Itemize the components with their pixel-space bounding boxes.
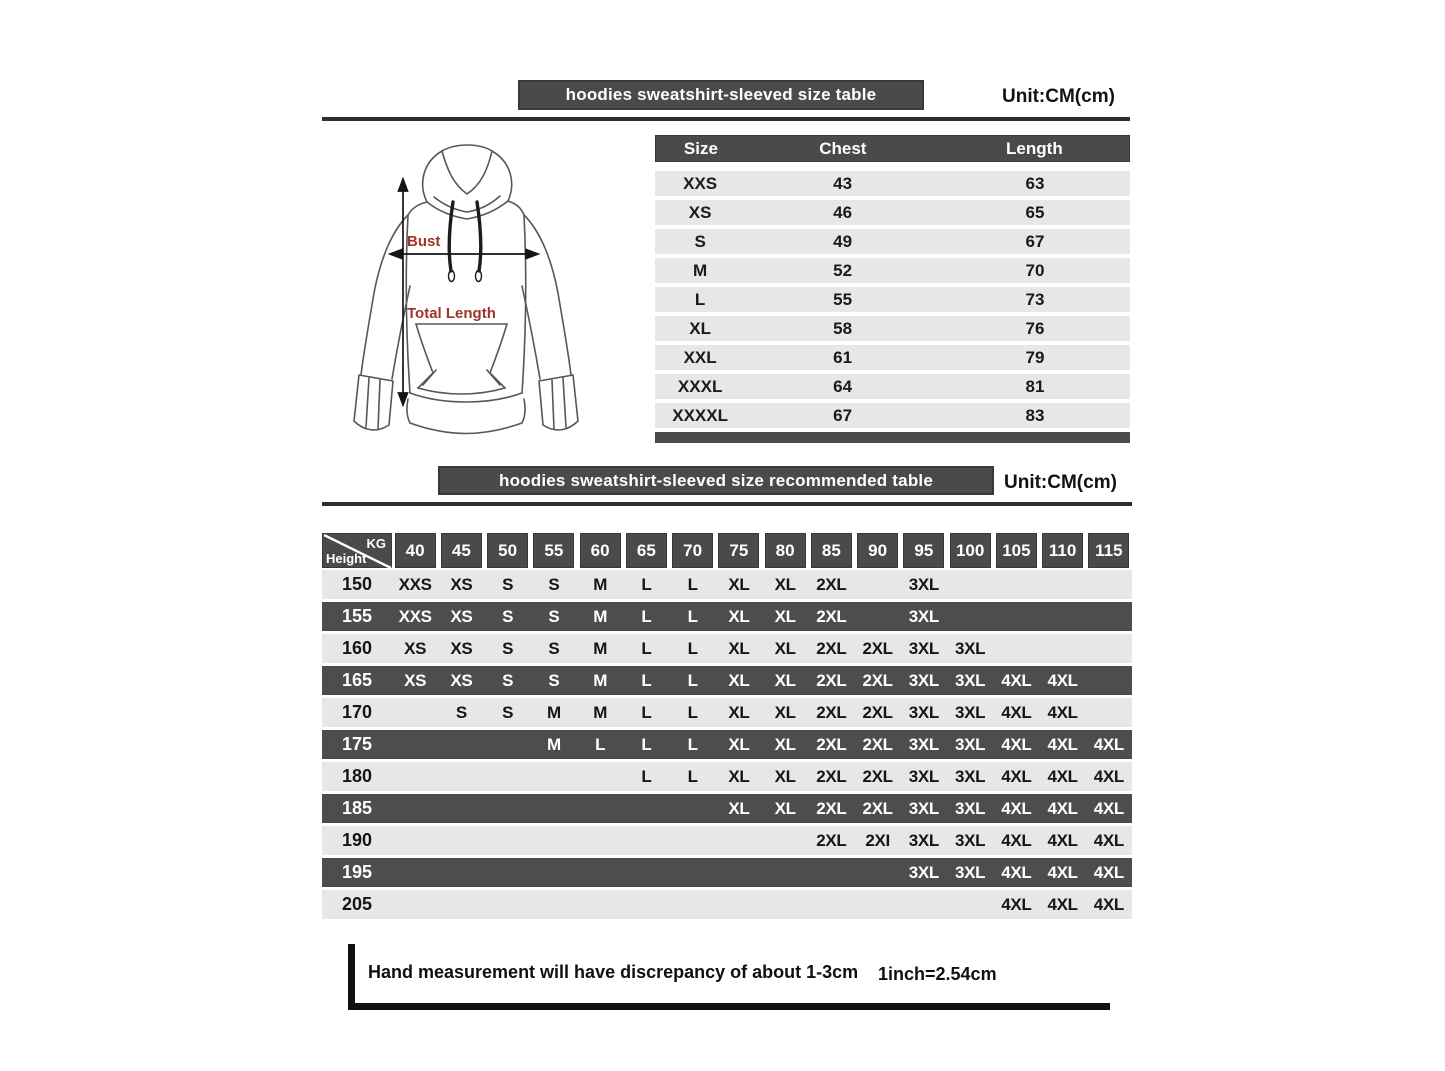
size-recommendation-cell: 3XL [908,766,940,786]
length-cell: 65 [1025,202,1045,222]
kg-column [855,533,901,568]
kg-column [577,533,623,568]
kg-column [531,533,577,568]
size-recommendation-cell: S [502,702,514,722]
length-cell: 67 [1025,231,1045,251]
matrix-row [322,762,1132,791]
size-table-row [655,258,1130,283]
size-table-column-header: Length [1006,138,1063,158]
size-cell: XXS [683,173,718,193]
size-recommendation-cell: 4XL [1047,670,1078,690]
size-table-row [655,403,1130,428]
size-recommendation-cell: S [548,606,560,626]
size-table [655,135,1130,443]
kg-column-header: 50 [487,533,528,568]
kg-column-header: 70 [672,533,713,568]
size-recommendation-cell: L [595,734,606,754]
size-recommendation-cell: S [548,574,560,594]
size-cell: XL [689,318,711,338]
size-cell: M [693,260,708,280]
size-recommendation-cell: 3XL [908,702,940,722]
size-recommendation-cell: 4XL [1001,862,1032,882]
kg-column-header: 40 [395,533,436,568]
size-recommendation-cell: XL [774,734,796,754]
size-table-column-header: Size [683,138,718,158]
size-recommendation-cell: 3XL [908,638,940,658]
size-recommendation-cell: L [687,734,698,754]
measurement-arrows [390,179,538,405]
size-recommendation-cell: 4XL [1093,894,1125,914]
size-recommendation-cell: 3XL [954,670,986,690]
size-recommendation-cell: XL [728,638,750,658]
kg-column [1086,533,1132,568]
size-recommendation-cell: 4XL [1001,702,1032,722]
size-recommendation-cell: 4XL [1047,862,1078,882]
divider-line [322,117,1130,121]
matrix-row [322,698,1132,727]
size-recommendation-cell: XS [450,606,473,626]
matrix-row [322,794,1132,823]
size-cell: S [694,231,706,251]
size-table-row [655,287,1130,312]
length-cell: 63 [1025,173,1045,193]
size-recommendation-cell: 2XL [816,830,847,850]
size-recommendation-cell: L [687,702,698,722]
size-recommendation-cell: 3XL [908,670,940,690]
kg-column [947,533,993,568]
size-recommendation-cell: XL [728,670,750,690]
size-recommendation-cell: 4XL [1093,830,1125,850]
size-recommendation-cell: 4XL [1047,894,1078,914]
height-label: 170 [341,702,373,722]
size-recommendation-cell: L [687,574,698,594]
bust-label: Bust [407,233,441,250]
matrix-row [322,890,1132,919]
size-recommendation-cell: 3XL [908,734,940,754]
kg-column-header: 80 [765,533,806,568]
size-recommendation-cell: S [502,638,514,658]
kg-column-header: 45 [441,533,482,568]
size-recommendation-cell: M [546,734,561,754]
size-recommendation-cell: 3XL [908,606,940,626]
length-cell: 79 [1025,347,1045,367]
size-recommendation-cell: 2XL [816,638,847,658]
size-recommendation-cell: 4XL [1047,766,1078,786]
hoodie-line-drawing [330,136,602,460]
size-recommendation-cell: 3XL [954,734,986,754]
size-recommendation-cell: L [641,670,652,690]
size-recommendation-cell: 2XL [862,766,893,786]
chest-cell: 64 [833,376,853,396]
height-label: 155 [341,606,373,626]
size-recommendation-cell: 3XL [954,766,986,786]
size-recommendation-cell: 2XL [862,702,893,722]
recommended-table-unit-label: Unit:CM(cm) [1004,472,1117,493]
size-recommendation-cell: XS [450,574,473,594]
kg-column-header: 65 [626,533,667,568]
size-recommendation-cell: 4XL [1001,766,1032,786]
size-table-row [655,345,1130,370]
kg-column [438,533,484,568]
size-recommendation-cell: 4XL [1047,830,1078,850]
kg-column-header: 95 [903,533,944,568]
size-recommendation-cell: XS [404,670,427,690]
kg-column [762,533,808,568]
size-table-title: hoodies sweatshirt-sleeved size table [518,80,924,110]
kg-column-header: 100 [950,533,991,568]
matrix-kg-columns [392,533,1132,568]
size-recommendation-cell: 2XL [816,766,847,786]
size-recommendation-cell: S [502,670,514,690]
footer-horizontal-bar [348,1003,1110,1010]
size-recommendation-cell: M [593,638,608,658]
length-cell: 73 [1025,289,1045,309]
size-recommendation-cell: L [641,766,652,786]
kg-column [670,533,716,568]
size-recommendation-cell: S [548,638,560,658]
height-label: 175 [341,734,373,754]
size-table-bottom-bar [655,432,1130,443]
size-table-row [655,200,1130,225]
hoodie-measurement-diagram [330,136,602,460]
size-cell: XXXL [677,376,723,396]
size-recommendation-cell: L [687,670,698,690]
size-recommendation-cell: 2XL [816,798,847,818]
chest-cell: 67 [833,405,853,425]
kg-column-header: 110 [1042,533,1083,568]
kg-column [993,533,1039,568]
size-table-body [655,171,1130,428]
size-recommendation-cell: XL [728,702,750,722]
size-recommendation-cell: 3XL [908,798,940,818]
size-recommendation-cell: 2XL [816,606,847,626]
matrix-row [322,634,1132,663]
height-label: 185 [341,798,373,818]
size-recommendation-cell: XS [450,638,473,658]
size-recommendation-cell: XL [728,606,750,626]
size-recommendation-cell: 4XL [1093,862,1125,882]
chest-cell: 61 [833,347,853,367]
size-recommendation-cell: S [455,702,467,722]
size-recommendation-cell: 3XL [954,702,986,722]
size-recommendation-cell: L [687,606,698,626]
corner-height-label: Height [326,551,367,566]
size-table-row [655,171,1130,196]
size-recommendation-cell: L [641,606,652,626]
size-table-row [655,316,1130,341]
size-recommendation-cell: 3XL [954,638,986,658]
size-recommendation-cell: 2XL [862,798,893,818]
measurement-discrepancy-note: Hand measurement will have discrepancy of about 1-3cm [368,962,859,982]
divider-line [322,502,1132,506]
size-recommendation-cell: L [687,766,698,786]
matrix-row [322,730,1132,759]
matrix-body [322,570,1132,919]
kg-column [623,533,669,568]
size-recommendation-cell: XS [404,638,427,658]
size-recommendation-cell: 2XL [862,638,893,658]
size-table-row [655,374,1130,399]
size-recommendation-cell: M [546,702,561,722]
matrix-header-row [322,533,1132,568]
height-label: 205 [341,894,373,914]
footer-vertical-bar [348,944,355,1010]
kg-column-header: 115 [1088,533,1129,568]
chest-cell: 49 [833,231,853,251]
size-recommendation-cell: 3XL [908,830,940,850]
chest-cell: 46 [833,202,853,222]
size-cell: XS [688,202,712,222]
size-recommendation-cell: 4XL [1047,734,1078,754]
size-recommendation-cell: 4XL [1093,798,1125,818]
matrix-corner-cell [322,533,392,568]
chest-cell: 55 [833,289,853,309]
size-recommendation-cell: XL [774,766,796,786]
size-recommendation-cell: 2XL [862,734,893,754]
size-recommendation-cell: S [502,606,514,626]
size-recommendation-cell: XL [728,798,750,818]
size-recommendation-cell: XS [450,670,473,690]
size-recommendation-cell: XL [774,670,796,690]
size-recommendation-cell: 3XL [954,830,986,850]
size-recommendation-cell: M [593,574,608,594]
size-recommendation-cell: XL [728,734,750,754]
kg-column [485,533,531,568]
total-length-label: Total Length [407,305,496,322]
size-table-row [655,229,1130,254]
height-label: 165 [341,670,373,690]
kg-column-header: 90 [857,533,898,568]
length-cell: 76 [1025,318,1045,338]
size-recommendation-cell: L [687,638,698,658]
inch-conversion-note: 1inch=2.54cm [878,964,997,984]
size-recommendation-cell: L [641,734,652,754]
size-recommendation-cell: XXS [398,574,432,594]
size-table-unit-label: Unit:CM(cm) [1002,86,1115,107]
size-recommendation-cell: 3XL [954,862,986,882]
size-table-column-header: Chest [819,138,867,158]
kg-column-header: 75 [718,533,759,568]
size-recommendation-cell: 4XL [1001,894,1032,914]
size-recommendation-cell: L [641,574,652,594]
size-recommendation-cell: XXS [398,606,432,626]
height-label: 160 [341,638,373,658]
length-cell: 70 [1025,260,1045,280]
size-recommendation-cell: 4XL [1001,798,1032,818]
length-cell: 81 [1025,376,1045,396]
size-recommendation-cell: XL [774,638,796,658]
size-recommendation-cell: XL [774,702,796,722]
size-recommendation-cell: XL [728,766,750,786]
size-recommendation-cell: 2XL [816,670,847,690]
matrix-row [322,826,1132,855]
size-recommendation-cell: XL [774,606,796,626]
kg-column [808,533,854,568]
size-recommendation-cell: 4XL [1001,670,1032,690]
kg-column [1040,533,1086,568]
size-recommendation-cell: 3XL [954,798,986,818]
size-recommendation-cell: 4XL [1047,702,1078,722]
size-recommendation-cell: 4XL [1093,766,1125,786]
size-recommendation-cell: 4XL [1093,734,1125,754]
size-recommendation-cell: XL [774,574,796,594]
size-recommendation-cell: XL [728,574,750,594]
size-cell: XXXXL [672,405,728,425]
size-recommendation-cell: 2XL [862,670,893,690]
length-cell: 83 [1025,405,1045,425]
size-recommendation-cell: S [502,574,514,594]
size-recommendation-cell: L [641,638,652,658]
kg-column-header: 60 [580,533,621,568]
height-label: 150 [341,574,373,594]
recommended-size-matrix [322,533,1132,922]
size-recommendation-cell: XL [774,798,796,818]
kg-column [901,533,947,568]
size-cell: XXL [683,347,717,367]
chest-cell: 58 [833,318,853,338]
kg-column [716,533,762,568]
kg-column [392,533,438,568]
kg-column-header: 85 [811,533,852,568]
height-label: 195 [341,862,373,882]
matrix-row [322,602,1132,631]
size-recommendation-cell: M [593,670,608,690]
chest-cell: 43 [833,173,853,193]
size-table-header-row [655,135,1130,162]
size-recommendation-cell: M [593,702,608,722]
matrix-row [322,570,1132,599]
kg-column-header: 105 [996,533,1037,568]
size-recommendation-cell: 2XL [816,574,847,594]
height-label: 180 [341,766,373,786]
recommended-table-title: hoodies sweatshirt-sleeved size recommended table [438,466,994,495]
chest-cell: 52 [833,260,853,280]
height-label: 190 [341,830,373,850]
size-recommendation-cell: 4XL [1001,830,1032,850]
size-recommendation-cell: L [641,702,652,722]
size-recommendation-cell: 2XI [865,830,890,850]
matrix-row [322,666,1132,695]
size-cell: L [694,289,706,309]
size-recommendation-cell: 2XL [816,702,847,722]
size-recommendation-cell: M [593,606,608,626]
corner-kg-label: KG [366,536,386,551]
size-recommendation-cell: 4XL [1047,798,1078,818]
size-recommendation-cell: 2XL [816,734,847,754]
size-recommendation-cell: S [548,670,560,690]
size-recommendation-cell: 3XL [908,862,940,882]
kg-column-header: 55 [533,533,574,568]
size-recommendation-cell: 4XL [1001,734,1032,754]
matrix-row [322,858,1132,887]
size-recommendation-cell: 3XL [908,574,940,594]
